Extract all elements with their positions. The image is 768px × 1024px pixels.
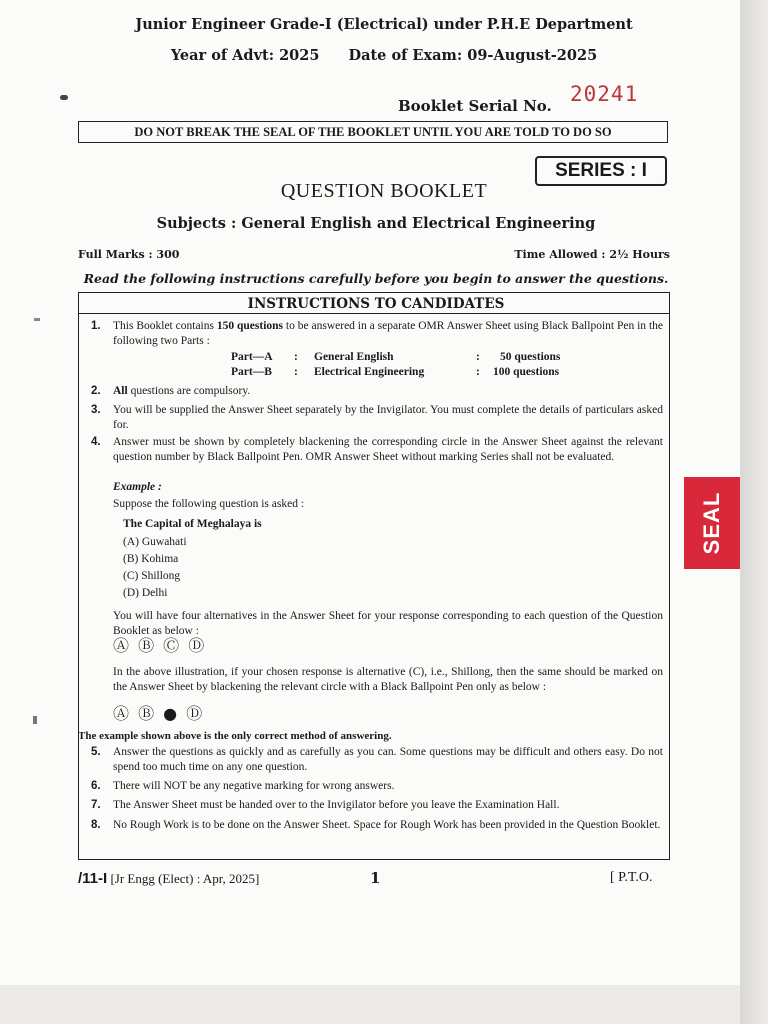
item-number: 3. — [91, 404, 101, 416]
seal-notice: DO NOT BREAK THE SEAL OF THE BOOKLET UNTIL YOU ARE TOLD TO DO SO — [78, 121, 668, 143]
instruction-8: No Rough Work is to be done on the Answer Sheet. Space for Rough Work has been provided in the Question Booklet. — [113, 819, 661, 831]
part-b-subject: Electrical Engineering — [314, 366, 425, 378]
exam-meta — [0, 47, 768, 64]
booklet-title: QUESTION BOOKLET — [280, 180, 488, 202]
part-b-colon: : — [294, 366, 298, 378]
instruction-4: Answer must be shown by completely blackening the corresponding circle in the Answer Sheet against the relevant question number by Black Ballpoint Pen. OMR Answer Sheet without marking Series shall not be evaluated. — [113, 436, 663, 463]
part-b-count: 100 questions — [493, 366, 560, 378]
option-c: (C) Shillong — [123, 570, 181, 582]
item-number: 2. — [91, 385, 101, 397]
item-number: 5. — [91, 746, 101, 758]
part-a-subject: General English — [314, 351, 394, 363]
item-number: 4. — [91, 436, 101, 448]
example-label: Example : — [113, 481, 162, 493]
serial-label: Booklet Serial No. — [398, 97, 552, 115]
part-a-count: 50 questions — [500, 351, 561, 363]
option-b: (B) Kohima — [123, 553, 179, 565]
time-allowed: Time Allowed : 2½ Hours — [514, 248, 670, 261]
instruction-6: There will NOT be any negative marking for wrong answers. — [113, 780, 395, 792]
advt-year: Year of Advt: 2025 — [170, 47, 320, 64]
series-badge: SERIES : I — [535, 156, 667, 186]
page-number: 1 — [370, 869, 381, 887]
answer-circles-blank: Ⓐ Ⓑ Ⓒ Ⓓ — [113, 636, 207, 655]
pto-note: [ P.T.O. — [610, 870, 653, 885]
example-intro: Suppose the following question is asked : — [113, 498, 305, 510]
answer-circles-marked: Ⓐ Ⓑ ● Ⓓ — [113, 704, 205, 723]
scan-speck — [34, 318, 40, 321]
instructions-title: INSTRUCTIONS TO CANDIDATES — [247, 296, 505, 312]
instruction-2: All questions are compulsory. — [113, 385, 251, 397]
footer-code: /11-I [Jr Engg (Elect) : Apr, 2025] — [78, 870, 260, 887]
part-b-colon2: : — [476, 366, 480, 378]
correct-method-note: The example shown above is the only correct method of answering. — [78, 730, 392, 742]
part-b-label: Part—B — [231, 366, 272, 378]
seal-sticker — [684, 477, 740, 569]
serial-number: 20241 — [570, 82, 639, 106]
item-number: 1. — [91, 320, 101, 332]
alternatives-text: You will have four alternatives in the Answer Sheet for your response corresponding to each question of the Question Booklet as below : — [113, 610, 663, 637]
part-a-colon: : — [294, 351, 298, 363]
read-instructions-line: Read the following instructions carefully before you begin to answer the questions. — [83, 271, 669, 286]
exam-title: Junior Engineer Grade-I (Electrical) under P.H.E Department — [135, 16, 633, 33]
page-bottom-edge — [0, 985, 740, 1024]
instruction-3: You will be supplied the Answer Sheet separately by the Invigilator. You must complete the details of particulars asked for. — [113, 404, 663, 431]
scan-speck — [60, 95, 68, 100]
instruction-1: This Booklet contains 150 questions to be answered in a separate OMR Answer Sheet using Black Ballpoint Pen in the following two Parts : — [113, 320, 663, 347]
instructions-divider — [78, 313, 669, 314]
example-question: The Capital of Meghalaya is — [123, 518, 262, 530]
scan-speck — [33, 716, 37, 724]
instruction-7: The Answer Sheet must be handed over to the Invigilator before you leave the Examination Hall. — [113, 799, 560, 811]
page-edge — [740, 0, 768, 1024]
full-marks: Full Marks : 300 — [78, 248, 180, 261]
option-d: (D) Delhi — [123, 587, 168, 599]
part-a-colon2: : — [476, 351, 480, 363]
exam-date: Date of Exam: 09-August-2025 — [348, 47, 598, 64]
item-number: 7. — [91, 799, 101, 811]
item-number: 8. — [91, 819, 101, 831]
subjects: Subjects : General English and Electrical Engineering — [156, 215, 596, 232]
item-number: 6. — [91, 780, 101, 792]
option-a: (A) Guwahati — [123, 536, 187, 548]
part-a-label: Part—A — [231, 351, 273, 363]
seal-sticker-label: SEAL — [699, 491, 724, 555]
instruction-5: Answer the questions as quickly and as carefully as you can. Some questions may be difficult and others easy. Do not spend too much time on any one question. — [113, 746, 663, 773]
illustration-text: In the above illustration, if your chosen response is alternative (C), i.e., Shillong, then the same should be marked on the Answer Sheet by blackening the relevant circle with a Black Ballpoint Pen only as below : — [113, 666, 663, 693]
